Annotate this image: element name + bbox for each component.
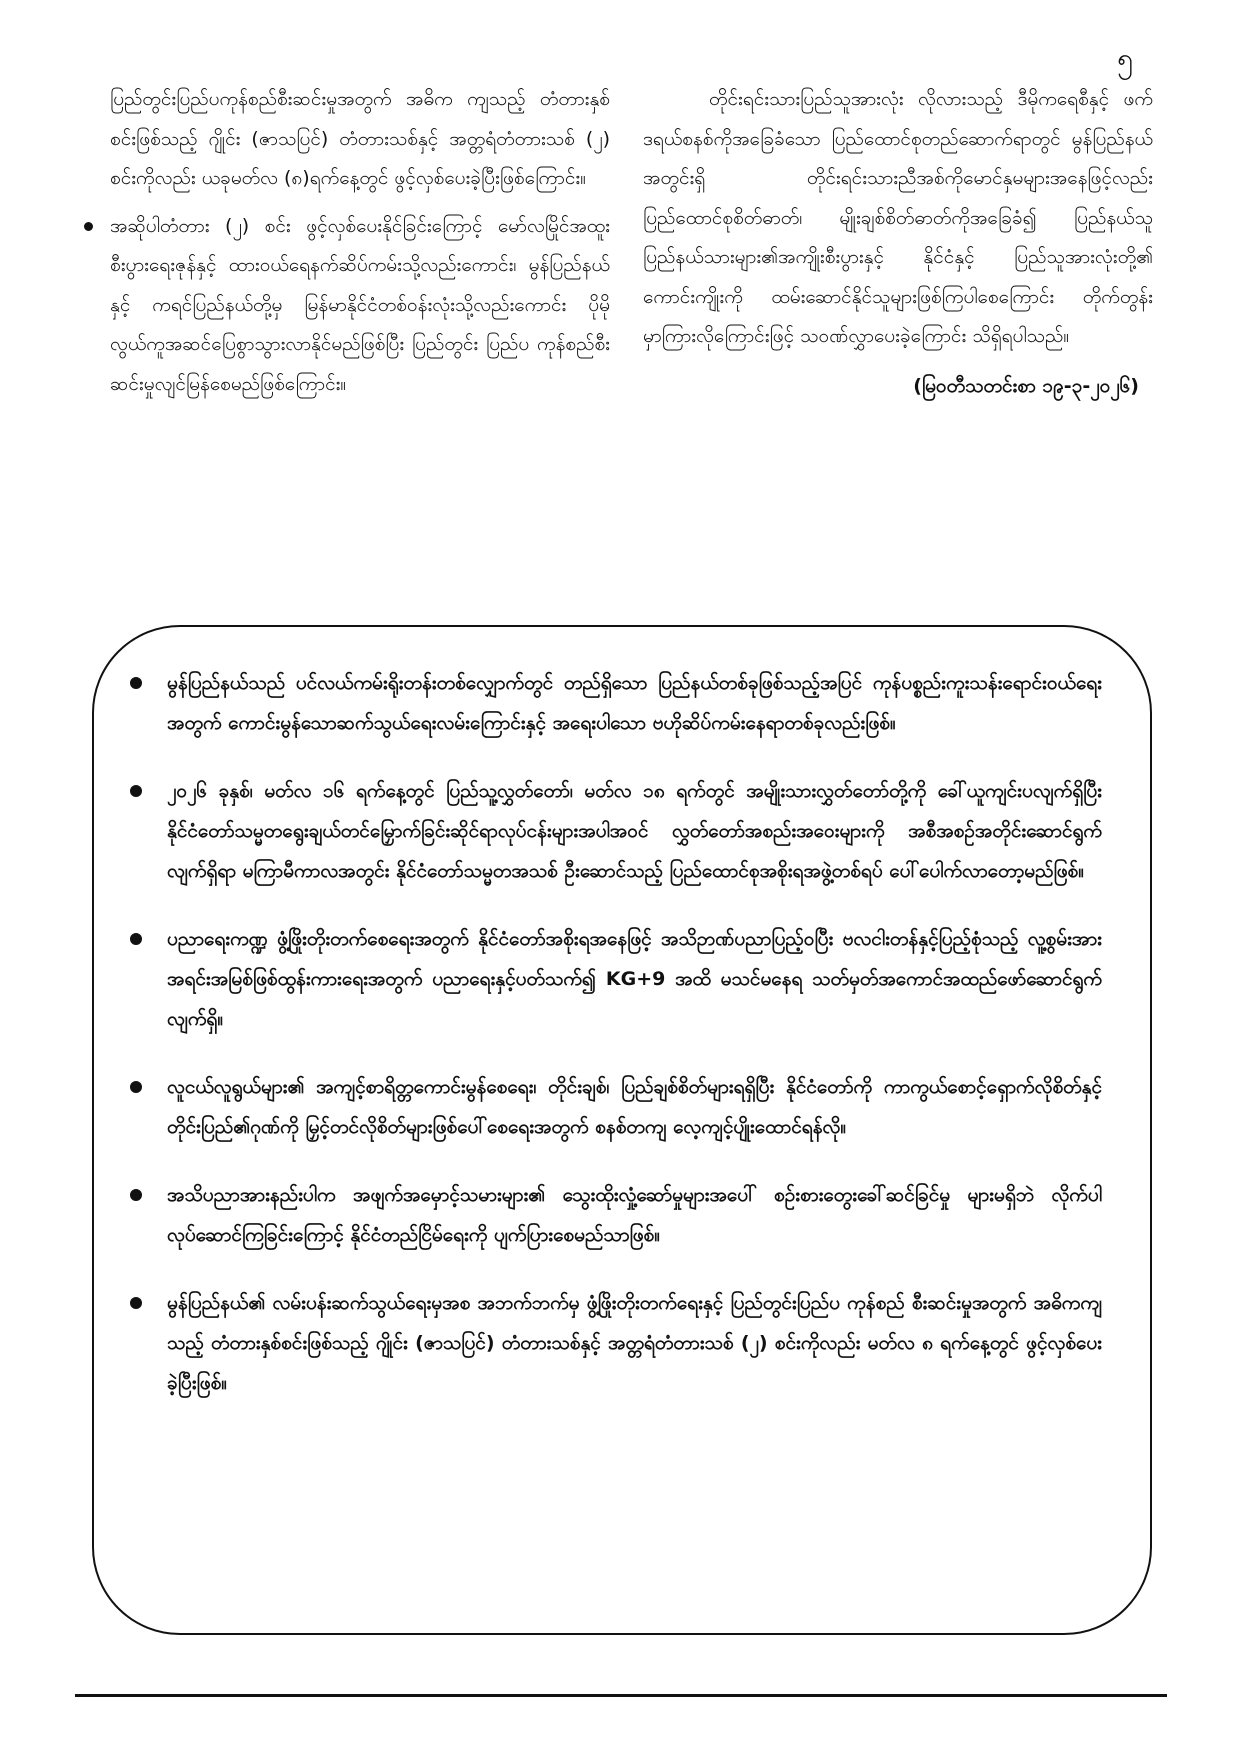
summary-item xyxy=(167,1067,1102,1147)
bottom-divider xyxy=(75,1694,1167,1697)
summary-item xyxy=(167,919,1102,1039)
bullet-icon xyxy=(84,222,93,231)
summary-item xyxy=(167,663,1102,743)
left-bullet-item xyxy=(110,207,610,405)
summary-item-text: ပညာရေးကဏ္ဍ ဖွံ့ဖြိုးတိုးတက်စေရေးအတွက် နိုင်ငံတော်အစိုးရအနေဖြင့် အသိဉာဏ်ပညာပြည့်ဝပြီး ဗလငါးတန်နှင့်ပြည့်စုံသည့် လူ့စွမ်းအားအရင်းအမြစ်ဖြစ်ထွန်းကားရေးအတွက် ပညာရေးနှင့်ပတ်သက်၍ KG+9 အထိ မသင်မနေရ သတ်မှတ်အကောင်အထည်ဖော်ဆောင်ရွက်လျက်ရှိ။ xyxy=(167,928,1102,1030)
left-bullet-text: အဆိုပါတံတား (၂) စင်း ဖွင့်လှစ်ပေးနိုင်ခြင်းကြောင့် မော်လမြိုင်အထူးစီးပွားရေးဇုန်နှင့် ထားဝယ်ရေနက်ဆိပ်ကမ်းသို့လည်းကောင်း၊ မွန်ပြည်နယ်နှင့် ကရင်ပြည်နယ်တို့မှ မြန်မာနိုင်ငံတစ်ဝန်းလုံးသို့လည်းကောင်း ပိုမိုလွယ်ကူအဆင်ပြေစွာသွားလာနိုင်မည်ဖြစ်ပြီး ပြည်တွင်း ပြည်ပ ကုန်စည်စီးဆင်းမှုလျင်မြန်စေမည်ဖြစ်ကြောင်း။ xyxy=(110,214,610,395)
bullet-icon xyxy=(130,1081,142,1093)
summary-item xyxy=(167,1283,1102,1403)
bullet-icon xyxy=(130,1297,142,1309)
summary-item xyxy=(167,1175,1102,1255)
summary-item-text: အသိပညာအားနည်းပါက အဖျက်အမှောင့်သမားများ၏ သွေးထိုးလှုံ့ဆော်မှုများအပေါ် စဉ်းစားတွေးခေါ်ဆင်ခြင်မှု များမရှိဘဲ လိုက်ပါလုပ်ဆောင်ကြခြင်းကြောင့် နိုင်ငံတည်ငြိမ်ရေးကို ပျက်ပြားစေမည်သာဖြစ်။ xyxy=(167,1184,1102,1246)
left-column xyxy=(110,80,610,404)
summary-item-text: မွန်ပြည်နယ်သည် ပင်လယ်ကမ်းရိုးတန်းတစ်လျှောက်တွင် တည်ရှိသော ပြည်နယ်တစ်ခုဖြစ်သည့်အပြင် ကုန်ပစ္စည်းကူးသန်းရောင်းဝယ်ရေးအတွက် ကောင်းမွန်သောဆက်သွယ်ရေးလမ်းကြောင်းနှင့် အရေးပါသော ဗဟိုဆိပ်ကမ်းနေရာတစ်ခုလည်းဖြစ်။ xyxy=(167,672,1102,734)
summary-item-text: ၂၀၂၆ ခုနှစ်၊ မတ်လ ၁၆ ရက်နေ့တွင် ပြည်သူ့လွှတ်တော်၊ မတ်လ ၁၈ ရက်တွင် အမျိုးသားလွှတ်တော်တို့ကို ခေါ်ယူကျင်းပလျက်ရှိပြီး နိုင်ငံတော်သမ္မတရွေးချယ်တင်မြှောက်ခြင်းဆိုင်ရာလုပ်ငန်းများအပါအဝင် လွှတ်တော်အစည်းအဝေးများကို အစီအစဉ်အတိုင်းဆောင်ရွက်လျက်ရှိရာ မကြာမီကာလအတွင်း နိုင်ငံတော်သမ္မတအသစ် ဦးဆောင်သည့် ပြည်ထောင်စုအစိုးရအဖွဲ့တစ်ရပ် ပေါ်ပေါက်လာတော့မည်ဖြစ်။ xyxy=(167,780,1102,882)
bullet-icon xyxy=(130,677,142,689)
summary-item-text: လူငယ်လူရွယ်များ၏ အကျင့်စာရိတ္တကောင်းမွန်စေရေး၊ တိုင်းချစ်၊ ပြည်ချစ်စိတ်များရရှိပြီး နိုင်ငံတော်ကို ကာကွယ်စောင့်ရှောက်လိုစိတ်နှင့် တိုင်းပြည်၏ဂုဏ်ကို မြှင့်တင်လိုစိတ်များဖြစ်ပေါ်စေရေးအတွက် စနစ်တကျ လေ့ကျင့်ပျိုးထောင်ရန်လို။ xyxy=(167,1076,1102,1138)
summary-box xyxy=(92,625,1152,1635)
summary-item-text: မွန်ပြည်နယ်၏ လမ်းပန်းဆက်သွယ်ရေးမှအစ အဘက်ဘက်မှ ဖွံ့ဖြိုးတိုးတက်ရေးနှင့် ပြည်တွင်းပြည်ပ ကုန်စည် စီးဆင်းမှုအတွက် အဓိကကျသည့် တံတားနှစ်စင်းဖြစ်သည့် ဂျိုင်း (ဇာသပြင်) တံတားသစ်နှင့် အတ္တရံတံတားသစ် (၂) စင်းကိုလည်း မတ်လ ၈ ရက်နေ့တွင် ဖွင့်လှစ်ပေးခဲ့ပြီးဖြစ်။ xyxy=(167,1292,1102,1394)
right-column xyxy=(643,80,1153,406)
summary-item xyxy=(167,771,1102,891)
bullet-icon xyxy=(130,1189,142,1201)
bullet-icon xyxy=(130,933,142,945)
source-citation: (မြဝတီသတင်းစာ ၁၉-၃-၂၀၂၆) xyxy=(913,374,1139,397)
right-paragraph: တိုင်းရင်းသားပြည်သူအားလုံး လိုလားသည့် ဒီမိုကရေစီနှင့် ဖက်ဒရယ်စနစ်ကိုအခြေခံသော ပြည်ထောင်စုတည်ဆောက်ရာတွင် မွန်ပြည်နယ်အတွင်းရှိ တိုင်းရင်းသားညီအစ်ကိုမောင်နှမများအနေဖြင့်လည်း ပြည်ထောင်စုစိတ်ဓာတ်၊ မျိုးချစ်စိတ်ဓာတ်ကိုအခြေခံ၍ ပြည်နယ်သူ ပြည်နယ်သားများ၏အကျိုးစီးပွားနှင့် နိုင်ငံနှင့် ပြည်သူအားလုံးတို့၏ ကောင်းကျိုးကို ထမ်းဆောင်နိုင်သူများဖြစ်ကြပါစေကြောင်း တိုက်တွန်းမှာကြားလိုကြောင်းဖြင့် သဝဏ်လွှာပေးခဲ့ကြောင်း သိရှိရပါသည်။ xyxy=(643,88,1153,347)
page-number: ၅ xyxy=(1117,42,1133,75)
left-intro-paragraph: ပြည်တွင်းပြည်ပကုန်စည်စီးဆင်းမှုအတွက် အဓိက ကျသည့် တံတားနှစ်စင်းဖြစ်သည့် ဂျိုင်း (ဇာသပြင်) တံတားသစ်နှင့် အတ္တရံတံတားသစ် (၂) စင်းကိုလည်း ယခုမတ်လ (၈)ရက်နေ့တွင် ဖွင့်လှစ်ပေးခဲ့ပြီးဖြစ်ကြောင်း။ xyxy=(110,88,610,189)
bullet-icon xyxy=(130,785,142,797)
